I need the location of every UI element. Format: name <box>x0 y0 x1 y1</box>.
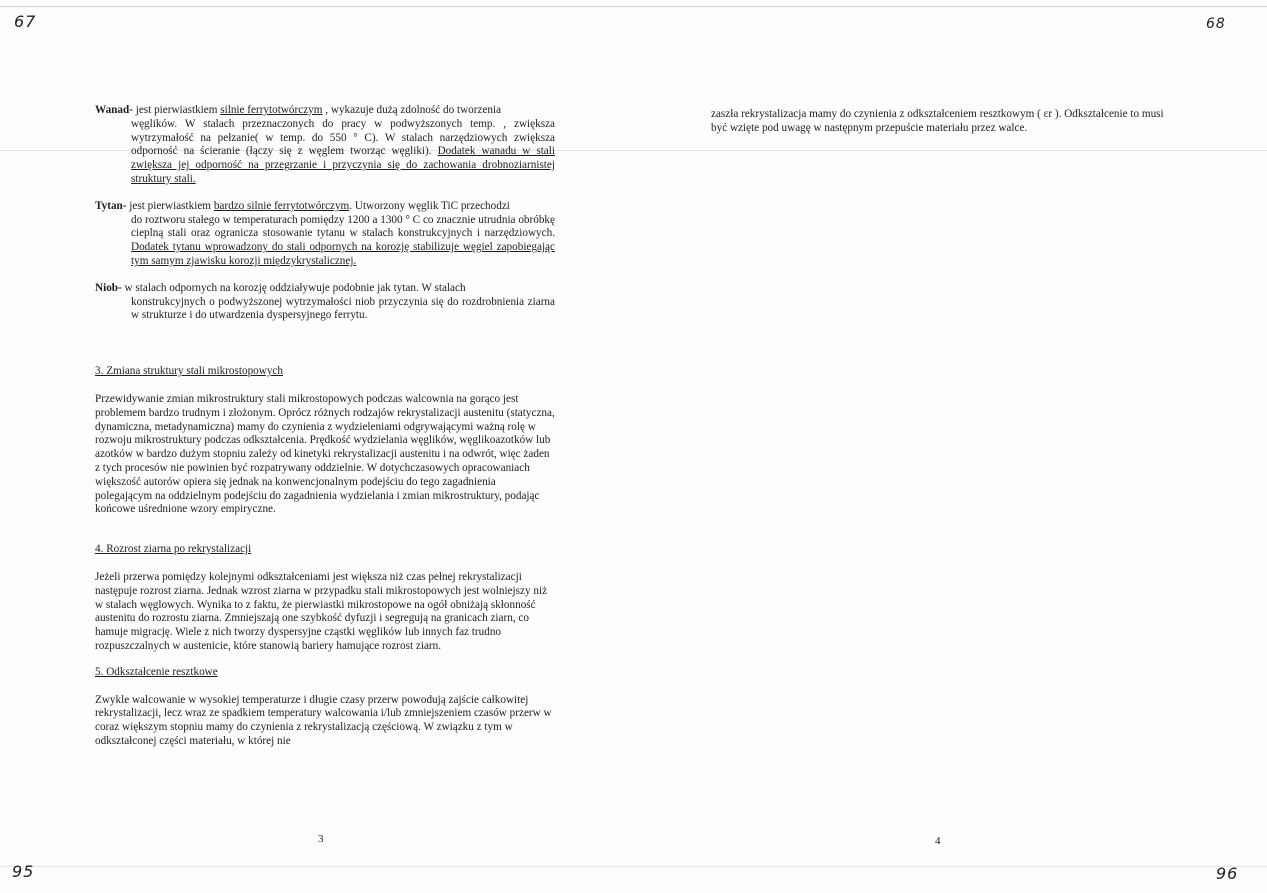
section-3-paragraph: Przewidywanie zmian mikrostruktury stali mikrostopowych podczas walcownia na gorąco jest problemem bardzo trudnym i złożonym. Oprócz różnych rodzajów rekrystalizacji austenitu (statyczna, dynamiczna, metadynamiczna) mamy do czynienia z wydzieleniami odgrywającymi ważną rolę w rozwoju mikrostruktury podczas odkształcenia. Prędkość wydzielania węglików, węglikoazotków lub azotków w bardzo dużym stopniu zależy od kinetyki rekrystalizacji austenitu i na odwrót, więc żaden z tych procesów nie powinien być rozpatrywany oddzielnie. W dotychczasowych opracowaniach większość autorów opiera się jednak na konwencjonalnym podejściu do tego zagadnienia polegającym na oddzielnym podejściu do zagadnienia wydzielania i zmian mikrostruktury, podając końcowe uśrednione wzory empiryczne. <box>95 392 555 516</box>
right-page <box>711 108 1166 136</box>
page-number-left: 3 <box>318 833 324 845</box>
tytan-text: jest pierwiastkiem <box>126 199 214 212</box>
section-3-title: 3. Zmiana struktury stali mikrostopowych <box>95 365 283 378</box>
wanad-body-underlined: Dodatek wanadu w stali zwiększa jej odporność na przegrzanie i przyczynia się do zachowania drobnoziarnistej struktury stali. <box>131 145 555 185</box>
right-page-paragraph: zaszła rekrystalizacja mamy do czynienia z odkształceniem resztkowym ( εr ). Odkształcenie to musi być wzięte pod uwagę w następnym przepuście materiału przez walce. <box>711 108 1164 134</box>
left-page <box>95 104 555 749</box>
term-wanad: Wanad- <box>95 104 133 116</box>
niob-text: w stalach odpornych na korozję oddziaływuje podobnie jak tytan. W stalach <box>121 281 466 294</box>
handwritten-number-bottom-left: 95 <box>12 862 35 881</box>
section-5-paragraph: Zwykle walcowanie w wysokiej temperaturze i długie czasy przerw powodują zajście całkowitej rekrystalizacji, lecz wraz ze spadkiem temperatury walcowania i/lub zmniejszeniem czasów przerw w coraz większym stopniu mamy do czynienia z rekrystalizacją częściową. W związku z tym w odkształconej części materiału, w której nie <box>95 693 552 747</box>
handwritten-number-top-right: 68 <box>1206 16 1226 32</box>
tytan-body-underlined: Dodatek tytanu wprowadzony do stali odpornych na korozję stabilizuje węgiel zapobiegając tym samym zjawisku korozji międzykrystalicznej. <box>131 241 555 267</box>
scan-artifact-bottom <box>0 866 1267 867</box>
section-5-title: 5. Odkształcenie resztkowe <box>95 665 218 678</box>
section-4-title: 4. Rozrost ziarna po rekrystalizacji <box>95 543 252 556</box>
term-tytan: Tytan- <box>95 199 127 212</box>
tytan-underlined: bardzo silnie ferrytotwórczym <box>213 199 350 212</box>
term-niob: Niob- <box>95 281 122 294</box>
tytan-body: do roztworu stałego w temperaturach pomiędzy 1200 a 1300 ° C co znacznie utrudnia obróbkę cieplną stali oraz ogranicza stosowanie tytanu w stalach konstrukcyjnych i narzędziowych. <box>131 213 555 240</box>
page-number-right: 4 <box>935 835 941 847</box>
wanad-text: jest pierwiastkiem <box>132 104 221 116</box>
wanad-body: węglików. W stalach przeznaczonych do pracy w podwyższonych temp. , zwiększa wytrzymałość na pełzanie( w temp. do 550 ° C). W stalach narzędziowych zwiększa odporność na ścieranie (łączy się z węglem tworząc węgliki). <box>131 117 555 158</box>
niob-body: konstrukcyjnych o podwyższonej wytrzymałości niob przyczynia się do rozdrobnienia ziarna w strukturze i do utwardzenia dyspersyjnego ferrytu. <box>131 295 555 322</box>
scan-artifact-top <box>0 6 1267 7</box>
entry-niob <box>95 282 555 323</box>
section-4-paragraph: Jeżeli przerwa pomiędzy kolejnymi odkształceniami jest większa niż czas pełnej rekrystalizacji następuje rozrost ziarna. Jednak wzrost ziarna w przypadku stali mikrostopowych jest wolniejszy niż w stalach węglowych. Wynika to z faktu, że pierwiastki mikrostopowe na ogół obniżają skłonność austenitu do rozrostu ziarna. Zmniejszają one szybkość dyfuzji i segregują na granicach ziarn, co hamuje migrację. Wiele z nich tworzy dyspersyjne cząstki węglików lub innych faz trudno rozpuszczalnych w austenicie, które stanowią bariery hamujące rozrost ziarn. <box>95 570 548 652</box>
entry-tytan <box>95 200 555 269</box>
wanad-text-cont: , wykazuje dużą zdolność do tworzenia <box>322 104 502 116</box>
entry-wanad <box>95 104 555 187</box>
tytan-text-cont: . Utworzony węglik TiC przechodzi <box>349 199 510 212</box>
handwritten-number-bottom-right: 96 <box>1216 864 1239 883</box>
wanad-underlined: silnie ferrytotwórczym <box>220 104 323 116</box>
handwritten-number-top-left: 67 <box>14 12 37 31</box>
